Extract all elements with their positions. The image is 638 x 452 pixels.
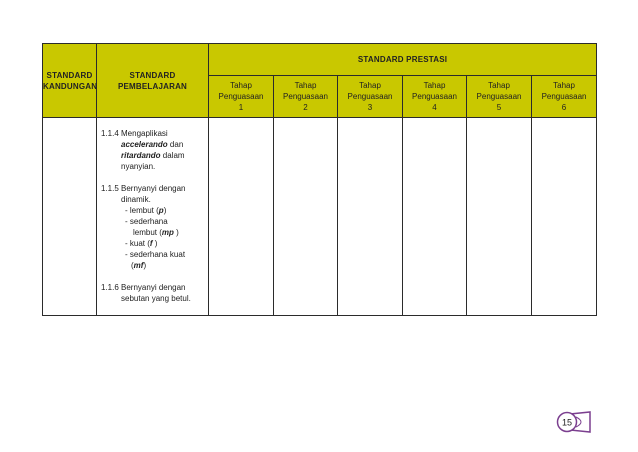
- item-1-1-5: 1.1.5 Bernyanyi dengan dinamik. - lembut (p) - sederhana lembut (mp ) - kuat (f ) - sederhana kuat (mf): [101, 184, 186, 270]
- cell-tahap-5: [467, 118, 532, 316]
- page-number: 15: [561, 417, 573, 428]
- header-tahap-2: Tahap Penguasaan 2: [274, 76, 338, 118]
- header-standard-prestasi: STANDARD PRESTASI: [209, 44, 597, 76]
- header-tahap-3: Tahap Penguasaan 3: [338, 76, 403, 118]
- standard-table: [42, 43, 597, 316]
- horn-icon: [556, 411, 592, 433]
- cell-tahap-2: [274, 118, 338, 316]
- item-1-1-6: 1.1.6 Bernyanyi dengan sebutan yang betul.: [101, 283, 191, 303]
- cell-kandungan: [43, 118, 97, 316]
- cell-pembelajaran: [97, 118, 209, 316]
- header-tahap-6: Tahap Penguasaan 6: [532, 76, 597, 118]
- header-tahap-4: Tahap Penguasaan 4: [403, 76, 467, 118]
- page-number-badge: [556, 411, 592, 433]
- item-1-1-4: 1.1.4 Mengaplikasi accelerando dan ritardando dalam nyanyian.: [101, 129, 185, 171]
- header-standard-kandungan: STANDARD KANDUNGAN: [43, 44, 97, 118]
- cell-tahap-4: [403, 118, 467, 316]
- cell-tahap-1: [209, 118, 274, 316]
- header-tahap-5: Tahap Penguasaan 5: [467, 76, 532, 118]
- cell-tahap-6: [532, 118, 597, 316]
- cell-tahap-3: [338, 118, 403, 316]
- header-tahap-1: Tahap Penguasaan 1: [209, 76, 274, 118]
- header-standard-pembelajaran: STANDARD PEMBELAJARAN: [97, 44, 209, 118]
